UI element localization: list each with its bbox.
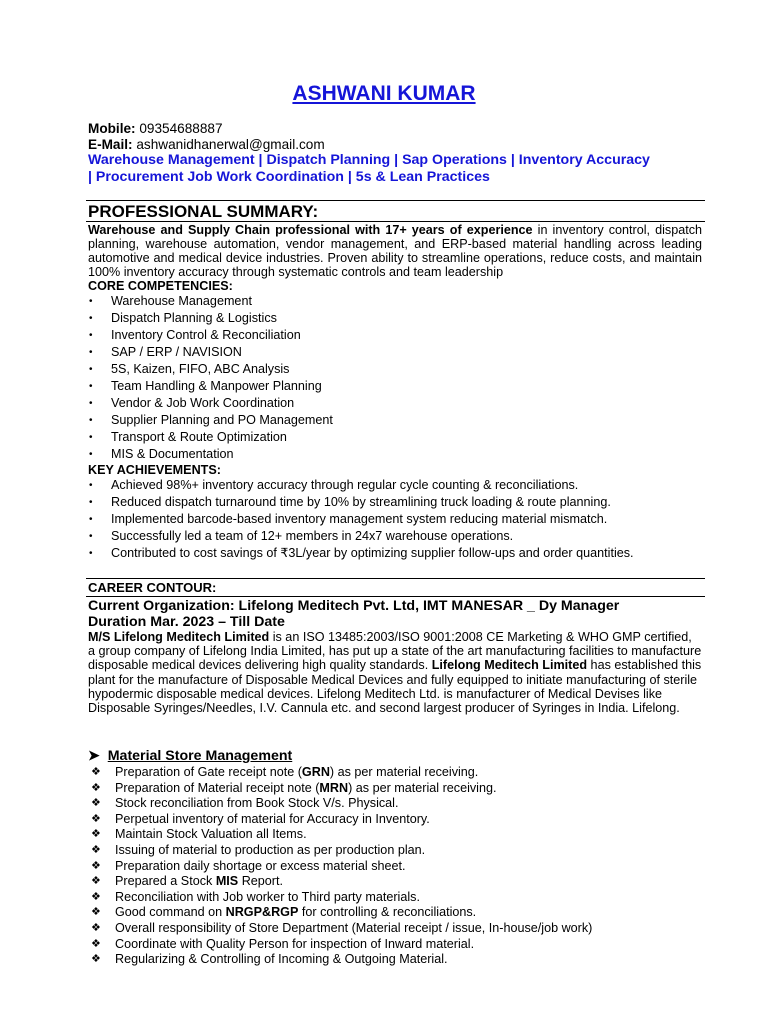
material-store-item xyxy=(88,765,708,781)
achievements-list xyxy=(88,477,702,562)
current-organization: Current Organization: Lifelong Meditech Pvt. Ltd, IMT MANESAR _ Dy Manager xyxy=(88,598,620,614)
competency-item: • Vendor & Job Work Coordination xyxy=(88,395,702,412)
diamond-bullet-icon: ❖ xyxy=(91,843,101,856)
material-item-pre: Reconciliation with Job worker to Third party materials. xyxy=(115,889,420,904)
material-item-pre: Good command on xyxy=(115,905,226,920)
material-store-item xyxy=(88,890,708,906)
material-store-list xyxy=(88,765,708,968)
material-item-post: ) as per material receiving. xyxy=(329,765,479,779)
material-item-pre: Maintain Stock Valuation all Items. xyxy=(115,827,307,842)
diamond-bullet-icon: ❖ xyxy=(91,828,101,841)
email-address[interactable]: ashwanidhanerwal@gmail.com xyxy=(136,136,325,152)
divider-summary xyxy=(86,221,705,222)
competency-item: • Team Handling & Manpower Planning xyxy=(88,378,702,395)
material-item-pre: Overall responsibility of Store Department (Material receipt / issue, In-house/job work) xyxy=(115,920,593,935)
summary-lead: Warehouse and Supply Chain professional with 17+ years of experience xyxy=(88,223,533,237)
mobile-label: Mobile: xyxy=(88,121,136,136)
material-item-pre: Perpetual inventory of material for Accuracy in Inventory. xyxy=(115,811,430,826)
email-label: E-Mail: xyxy=(88,136,133,152)
diamond-bullet-icon: ❖ xyxy=(91,953,101,966)
diamond-bullet-icon: ❖ xyxy=(91,859,101,872)
material-store-title: Material Store Management xyxy=(107,748,293,764)
divider-career xyxy=(86,578,705,579)
material-store-heading xyxy=(88,747,292,764)
material-store-item xyxy=(88,905,708,921)
material-item-pre: Regularizing & Controlling of Incoming & Outgoing Material. xyxy=(115,952,448,967)
mobile-line xyxy=(88,121,708,137)
duration: Duration Mar. 2023 – Till Date xyxy=(88,614,285,630)
material-item-post: ) as per material receiving. xyxy=(348,780,497,795)
diamond-bullet-icon: ❖ xyxy=(91,875,101,888)
material-item-bold: MRN xyxy=(319,780,349,795)
material-store-item xyxy=(88,921,708,937)
material-store-item xyxy=(88,952,708,968)
competency-item: • Transport & Route Optimization xyxy=(88,429,702,446)
divider-career-bottom xyxy=(86,596,705,597)
diamond-bullet-icon: ❖ xyxy=(91,921,101,934)
diamond-bullet-icon: ❖ xyxy=(91,766,101,778)
summary-heading: PROFESSIONAL SUMMARY: xyxy=(88,202,319,221)
diamond-bullet-icon: ❖ xyxy=(91,890,101,903)
material-item-post: for controlling & reconciliations. xyxy=(298,905,477,920)
material-item-bold: GRN xyxy=(301,765,330,779)
material-item-pre: Stock reconciliation from Book Stock V/s. Physical. xyxy=(115,796,399,811)
material-item-pre: Prepared a Stock xyxy=(115,874,216,889)
material-item-bold: NRGP&RGP xyxy=(225,905,299,920)
candidate-name: ASHWANI KUMAR xyxy=(292,82,476,105)
material-store-item xyxy=(88,859,708,875)
tagline-line-2: | Procurement Job Work Coordination | 5s & Lean Practices xyxy=(88,169,490,185)
material-store-item xyxy=(88,937,708,953)
achievement-item: • Implemented barcode-based inventory management system reducing material mismatch. xyxy=(88,511,702,528)
arrow-bullet-icon: ➤ xyxy=(88,747,100,763)
material-item-pre: Preparation daily shortage or excess material sheet. xyxy=(115,858,406,873)
organization-block xyxy=(88,598,708,630)
competency-item: • Supplier Planning and PO Management xyxy=(88,412,702,429)
competency-item: • MIS & Documentation xyxy=(88,446,702,463)
material-item-bold: MIS xyxy=(215,874,239,889)
tagline-line-1: Warehouse Management | Dispatch Planning | Sap Operations | Inventory Accuracy xyxy=(88,152,650,168)
diamond-bullet-icon: ❖ xyxy=(91,797,101,810)
material-item-post: Report. xyxy=(238,874,284,889)
competency-item: • 5S, Kaizen, FIFO, ABC Analysis xyxy=(88,361,702,378)
mobile-number: 09354688887 xyxy=(139,121,223,136)
email-line xyxy=(88,137,708,153)
material-item-pre: Preparation of Material receipt note ( xyxy=(115,780,320,795)
competency-item: • SAP / ERP / NAVISION xyxy=(88,344,702,361)
diamond-bullet-icon: ❖ xyxy=(91,781,101,794)
company-text-2: has established this plant for the manufacture of Disposable Medical Devices and fully equipped to initiate manufacturing of sterile hypodermic disposable medical devices. Lifelong Meditech Ltd. is manufacturer of Medical Devises like Disposable Syringes/Needles, I.V. Cannula etc. and second largest producer of Syringes in India. Lifelong. xyxy=(88,658,702,716)
diamond-bullet-icon: ❖ xyxy=(91,937,101,950)
career-heading: CAREER CONTOUR: xyxy=(88,580,217,595)
material-item-pre: Preparation of Gate receipt note ( xyxy=(115,765,302,779)
achievement-item: • Reduced dispatch turnaround time by 10% by streamlining truck loading & route planning. xyxy=(88,494,702,511)
material-store-item xyxy=(88,796,708,812)
material-item-pre: Coordinate with Quality Person for inspection of Inward material. xyxy=(115,936,475,951)
competency-item: • Inventory Control & Reconciliation xyxy=(88,327,702,344)
achievement-item: • Contributed to cost savings of ₹3L/year by optimizing supplier follow-ups and order quantities. xyxy=(88,545,702,562)
company-text-1: is an ISO 13485:2003/ISO 9001:2008 CE Marketing & WHO GMP certified, a group company of Lifelong India Limited, has put up a state of the art manufacturing facilities to manufacture disposable medical devices delivering high quality standards. xyxy=(88,630,702,673)
summary-paragraph xyxy=(88,223,702,279)
company-name-2: Lifelong Meditech Limited xyxy=(431,658,588,673)
competency-item: • Warehouse Management xyxy=(88,293,702,310)
competencies-heading: CORE COMPETENCIES: xyxy=(88,279,233,293)
material-store-item xyxy=(88,827,708,843)
competencies-list xyxy=(88,293,702,463)
divider-top xyxy=(86,200,705,201)
company-name-1: M/S Lifelong Meditech Limited xyxy=(88,630,270,644)
material-store-item xyxy=(88,843,708,859)
achievement-item: • Achieved 98%+ inventory accuracy through regular cycle counting & reconciliations. xyxy=(88,477,702,494)
diamond-bullet-icon: ❖ xyxy=(91,812,101,825)
summary-section xyxy=(88,223,702,562)
summary-text: in inventory control, dispatch planning, warehouse automation, vendor management, and ERP-based material handling across leading automotive and medical device industries. Proven ability to streamline operations, reduce costs, and maintain 100% inventory accuracy through systematic controls and team leadership xyxy=(88,223,703,279)
contact-block xyxy=(88,121,708,186)
material-item-pre: Issuing of material to production as per production plan. xyxy=(115,842,426,857)
diamond-bullet-icon: ❖ xyxy=(91,906,101,919)
material-store-item xyxy=(88,874,708,890)
achievements-heading: KEY ACHIEVEMENTS: xyxy=(88,463,221,477)
material-store-item xyxy=(88,781,708,797)
competency-item: • Dispatch Planning & Logistics xyxy=(88,310,702,327)
achievement-item: • Successfully led a team of 12+ members in 24x7 warehouse operations. xyxy=(88,528,702,545)
material-store-item xyxy=(88,812,708,828)
company-description xyxy=(88,630,702,715)
